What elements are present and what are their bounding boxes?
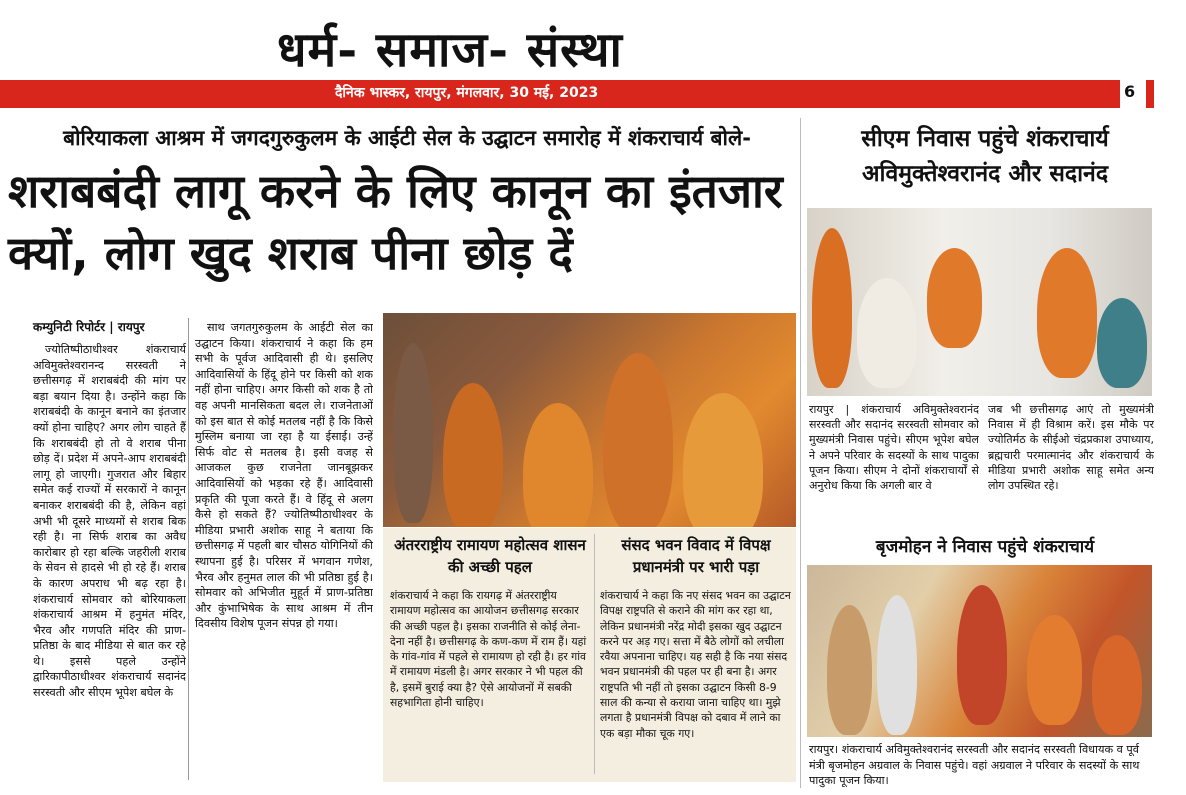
photo-figure xyxy=(877,595,917,735)
lead-headline: शराबबंदी लागू करने के लिए कानून का इंतजार क्यों, लोग खुद शराब पीना छोड़ दें xyxy=(8,164,783,280)
photo-figure xyxy=(957,585,1007,725)
brijmohan-caption: रायपुर। शंकराचार्य अविमुक्तेश्वरानंद सरस्वती और सदानंद सरस्वती विधायक व पूर्व मंत्री बृजमोहन अग्रवाल के निवास पहुंचे। वहां अग्रवाल ने परिवार के सदस्यों के साथ पादुका पूजन किया। xyxy=(809,743,1140,787)
box-ramayan-body: शंकराचार्य ने कहा कि रायगढ़ में अंतरराष्ट्रीय रामायण महोत्सव का आयोजन छत्तीसगढ़ सरकार की अच्छी पहल है। इसका राजनीति से कोई लेना-देना नहीं है। छत्तीसगढ़ के कण-कण में राम हैं। यहां के गांव-गांव में पहले से रामायण हो रही है। हर गांव में रामायण मंडली है। अगर सरकार ने भी पहल की है, इसमें बुराई क्या है? ऐसे आयोजनों में सबकी सहभागिता होनी चाहिए। xyxy=(390,589,587,710)
lead-photo xyxy=(383,313,796,527)
box-parliament-title: संसद भवन विवाद में विपक्ष प्रधानमंत्री पर भारी पड़ा xyxy=(621,536,771,576)
right-column-2: जब भी छत्तीसगढ़ आएं तो मुख्यमंत्री निवास में ही विश्राम करें। इस मौके पर ज्योतिर्मठ के सीईओ चंद्रप्रकाश उपाध्याय, ब्रह्मचारी परमात्मानंद और शंकराचार्य के मीडिया प्रभारी अशोक साहू समेत अन्य लोग उपस्थित रहे। xyxy=(988,403,1154,493)
box-divider xyxy=(594,534,595,774)
page-number: 6 xyxy=(1124,82,1136,101)
photo-figure xyxy=(683,393,763,527)
photo-figure xyxy=(827,605,872,735)
page-divider xyxy=(800,118,801,788)
right-headline: सीएम निवास पहुंचे शंकराचार्य अविमुक्तेश्वरानंद और सदानंद xyxy=(861,126,1109,187)
photo-figure xyxy=(603,353,673,527)
photo-figure xyxy=(1037,248,1097,378)
box-parliament-body: शंकराचार्य ने कहा कि नए संसद भवन का उद्घाटन विपक्ष राष्ट्रपति से कराने की मांग कर रहा था, लेकिन प्रधानमंत्री नरेंद्र मोदी इसका खुद उद्घाटन करने पर अड़ गए। सत्ता में बैठे लोगों को लचीला रवैया अपनाना चाहिए। यह सही है कि नया संसद भवन प्रधानमंत्री की पहल पर ही बना है। अगर राष्ट्रपति भी नहीं तो इसका उद्घाटन किसी 8-9 साल की कन्या से कराया जाना चाहिए था। मुझे लगता है प्रधानमंत्री विपक्ष को दबाव में लाने का एक बड़ा मौका चूक गए। xyxy=(600,589,791,740)
page-number-bar xyxy=(1146,80,1154,108)
box-ramayan-title: अंतरराष्ट्रीय रामायण महोत्सव शासन की अच्छी पहल xyxy=(394,536,586,576)
column-divider xyxy=(188,318,189,780)
photo-figure xyxy=(1027,615,1082,725)
photo-figure xyxy=(393,343,433,523)
photo-figure xyxy=(1092,635,1142,735)
lead-column-1-text: ज्योतिष्पीठाधीश्वर शंकराचार्य अविमुक्तेश्वरानन्द सरस्वती ने छत्तीसगढ़ में शराबबंदी की मांग पर बड़ा बयान दिया है। उन्होंने कहा कि शराबबंदी के कानून बनाने का इंतजार क्यों होना चाहिए? अगर लोग चाहते हैं कि शराबबंदी हो तो वे शराब पीना छोड़ दें। प्रदेश में अपने-आप शराबबंदी लागू हो जाएगी। गुजरात और बिहार समेत कई राज्यों में सरकारों ने कानून बनाकर शराबबंदी की है, लेकिन वहां अभी भी दूसरे माध्यमों से शराब बिक रही है। ना सिर्फ शराब का अवैध कारोबार हो रहा बल्कि जहरीली शराब के सेवन से हादसे भी हो रहे हैं। शराब के कारण अपराध भी बढ़ रहा है। शंकराचार्य सोमवार को बोरियाकला शंकराचार्य आश्रम में हनुमंत मंदिर, भैरव और गणपति मंदिर की प्राण-प्रतिष्ठा के बाद मीडिया से बात कर रहे थे। इससे पहले उन्होंने द्वारिकापीठाधीश्वर शंकराचार्य सदानंद सरस्वती और सीएम भूपेश बघेल के xyxy=(33,343,186,700)
right-column-1: रायपुर | शंकराचार्य अविमुक्तेश्वरानंद सरस्वती और सदानंद सरस्वती सोमवार को मुख्यमंत्री निवास पहुंचे। सीएम भूपेश बघेल ने अपने परिवार के सदस्यों के साथ पादुका पूजन किया। सीएम ने दोनों शंकराचार्यों से अनुरोध किया कि अगली बार वे xyxy=(809,403,979,493)
cm-residence-photo xyxy=(807,208,1152,396)
lead-byline: कम्युनिटी रिपोर्टर | रायपुर xyxy=(33,320,145,334)
lead-kicker: बोरियाकला आश्रम में जगदगुरुकुलम के आईटी सेल के उद्घाटन समारोह में शंकराचार्य बोले- xyxy=(63,126,751,150)
lead-column-2-text: साथ जगतगुरुकुलम के आईटी सेल का उद्घाटन किया। शंकराचार्य ने कहा कि हम सभी के पूर्वज आदिवासी ही थे। इसलिए आदिवासियों के हिंदू होने पर किसी को शक नहीं होना चाहिए। अगर किसी को शक है तो वह अपनी मानसिकता बदल ले। राजनेताओं को इस बात से कोई मतलब नहीं है कि किसे मुस्लिम बनाया जा रहा है या ईसाई। उन्हें सिर्फ वोट से मतलब है। इसी वजह से आजकल कुछ राजनेता जानबूझकर आदिवासियों को भड़का रहे हैं। आदिवासी प्रकृति की पूजा करते हैं। वे हिंदू से अलग कैसे हो सकते हैं? ज्योतिष्पीठाधीश्वर के मीडिया प्रभारी अशोक साहू ने बताया कि छत्तीसगढ़ में पहली बार चौसठ योगिनियों की स्थापना हुई है। परिसर में भगवान गणेश, भैरव और हनुमत लाल की भी प्रतिष्ठा हुई है। सोमवार को अभिजीत मुहूर्त में प्राण-प्रतिष्ठा और कुंभाभिषेक के साथ आश्रम में तीन दिवसीय विशेष पूजन संपन्न हो गया। xyxy=(195,321,373,631)
lead-column-2 xyxy=(195,320,373,780)
photo-figure xyxy=(523,403,593,527)
photo-figure xyxy=(927,248,982,348)
lead-column-1 xyxy=(33,342,186,782)
photo-figure xyxy=(812,228,852,388)
photo-figure xyxy=(857,278,917,388)
dateline: दैनिक भास्कर, रायपुर, मंगलवार, 30 मई, 2023 xyxy=(335,85,599,101)
right-headline-2: बृजमोहन ने निवास पहुंचे शंकराचार्य xyxy=(875,537,1095,557)
brijmohan-residence-photo xyxy=(807,565,1152,737)
section-title: धर्म- समाज- संस्था xyxy=(277,22,623,78)
photo-figure xyxy=(443,383,503,527)
photo-figure xyxy=(1097,298,1147,388)
